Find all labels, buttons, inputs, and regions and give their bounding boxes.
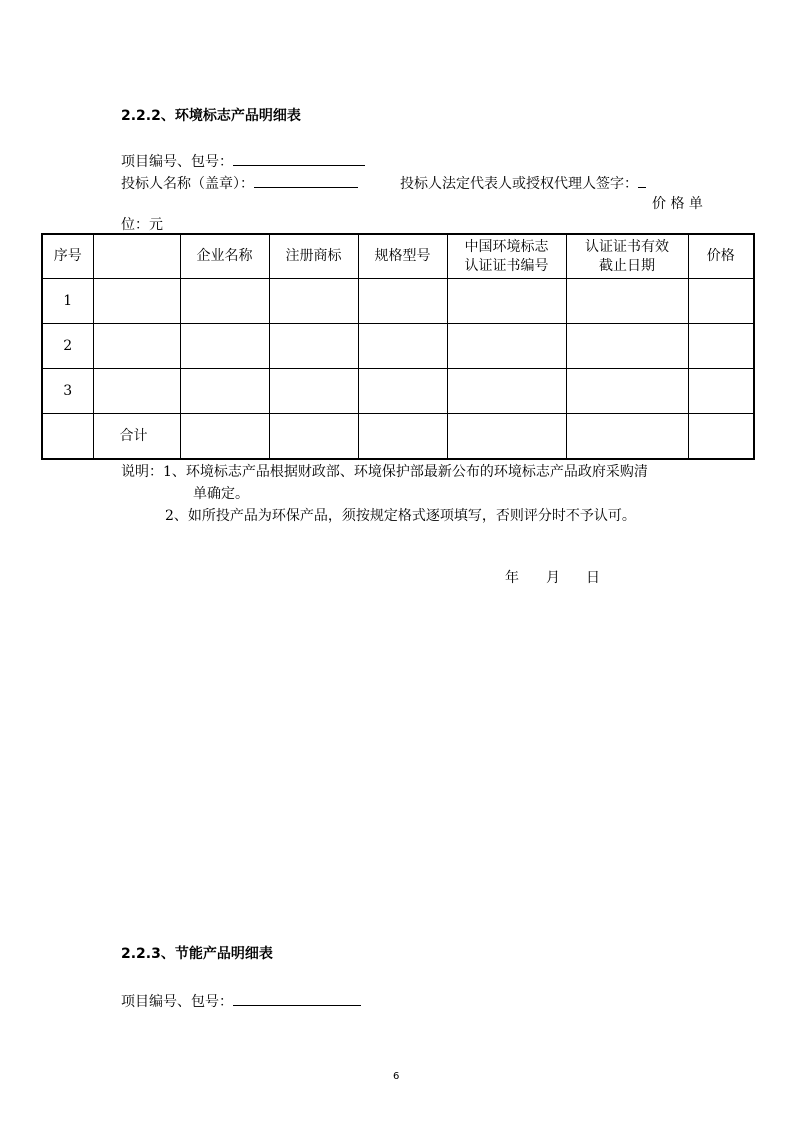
section-heading-env-products: 2.2.2、环境标志产品明细表 bbox=[121, 108, 301, 124]
table-header-row bbox=[42, 234, 754, 279]
row-label[interactable] bbox=[93, 279, 180, 324]
total-label: 合计 bbox=[93, 414, 180, 460]
col-header-spec: 规格型号 bbox=[358, 234, 447, 279]
project-number-label-2: 项目编号、包号： bbox=[121, 994, 233, 1010]
project-number-field[interactable] bbox=[233, 150, 365, 166]
bidder-name-row bbox=[121, 172, 358, 193]
row-no: 1 bbox=[42, 279, 93, 324]
cell-spec[interactable] bbox=[358, 324, 447, 369]
cell-company[interactable] bbox=[180, 279, 269, 324]
col-header-trademark: 注册商标 bbox=[269, 234, 358, 279]
note-line-2: 2、如所投产品为环保产品，须按规定格式逐项填写，否则评分时不予认可。 bbox=[165, 508, 636, 524]
col-header-price: 价格 bbox=[688, 234, 754, 279]
cell-cert-no[interactable] bbox=[447, 324, 566, 369]
cell-spec[interactable] bbox=[358, 414, 447, 460]
col-header-company: 企业名称 bbox=[180, 234, 269, 279]
cell-spec[interactable] bbox=[358, 369, 447, 414]
cell-company[interactable] bbox=[180, 369, 269, 414]
row-no bbox=[42, 414, 93, 460]
page-number: 6 bbox=[393, 1071, 400, 1082]
cell-price[interactable] bbox=[688, 369, 754, 414]
price-unit-label-part1: 价 格 单 bbox=[652, 196, 703, 212]
date-month-label: 月 bbox=[546, 570, 560, 586]
cell-cert-no[interactable] bbox=[447, 414, 566, 460]
cell-price[interactable] bbox=[688, 414, 754, 460]
col-header-blank bbox=[93, 234, 180, 279]
cell-cert-no[interactable] bbox=[447, 279, 566, 324]
signature-field[interactable] bbox=[638, 172, 646, 188]
note-line-1: 说明：1、环境标志产品根据财政部、环境保护部最新公布的环境标志产品政府采购清 bbox=[121, 464, 648, 480]
price-unit-label-part2: 位：元 bbox=[121, 217, 163, 233]
row-no: 3 bbox=[42, 369, 93, 414]
col-header-cert-no: 中国环境标志 认证证书编号 bbox=[447, 234, 566, 279]
table-row-total bbox=[42, 414, 754, 460]
cell-trademark[interactable] bbox=[269, 369, 358, 414]
cell-spec[interactable] bbox=[358, 279, 447, 324]
date-year-label: 年 bbox=[505, 570, 519, 586]
date-day-label: 日 bbox=[586, 570, 600, 586]
table-row bbox=[42, 324, 754, 369]
col-header-cert-expiry: 认证证书有效 截止日期 bbox=[566, 234, 688, 279]
cell-company[interactable] bbox=[180, 414, 269, 460]
cell-cert-no[interactable] bbox=[447, 369, 566, 414]
cell-trademark[interactable] bbox=[269, 414, 358, 460]
env-products-table bbox=[41, 233, 755, 460]
project-number-row-2 bbox=[121, 990, 361, 1011]
cell-cert-expiry[interactable] bbox=[566, 324, 688, 369]
bidder-name-label: 投标人名称（盖章）： bbox=[121, 176, 254, 192]
signature-label: 投标人法定代表人或授权代理人签字： bbox=[400, 176, 638, 192]
note-line-1-continued: 单确定。 bbox=[193, 486, 249, 502]
cell-price[interactable] bbox=[688, 279, 754, 324]
cell-company[interactable] bbox=[180, 324, 269, 369]
row-label[interactable] bbox=[93, 324, 180, 369]
cell-trademark[interactable] bbox=[269, 324, 358, 369]
cell-cert-expiry[interactable] bbox=[566, 414, 688, 460]
row-no: 2 bbox=[42, 324, 93, 369]
cell-cert-expiry[interactable] bbox=[566, 279, 688, 324]
cell-price[interactable] bbox=[688, 324, 754, 369]
bidder-name-field[interactable] bbox=[254, 172, 358, 188]
project-number-label: 项目编号、包号： bbox=[121, 154, 233, 170]
project-number-field-2[interactable] bbox=[233, 990, 361, 1006]
project-number-row bbox=[121, 150, 365, 171]
cell-cert-expiry[interactable] bbox=[566, 369, 688, 414]
table-row bbox=[42, 369, 754, 414]
cell-trademark[interactable] bbox=[269, 279, 358, 324]
table-row bbox=[42, 279, 754, 324]
row-label[interactable] bbox=[93, 369, 180, 414]
col-header-no: 序号 bbox=[42, 234, 93, 279]
section-heading-energy-products: 2.2.3、节能产品明细表 bbox=[121, 946, 273, 962]
signature-row bbox=[400, 172, 646, 193]
